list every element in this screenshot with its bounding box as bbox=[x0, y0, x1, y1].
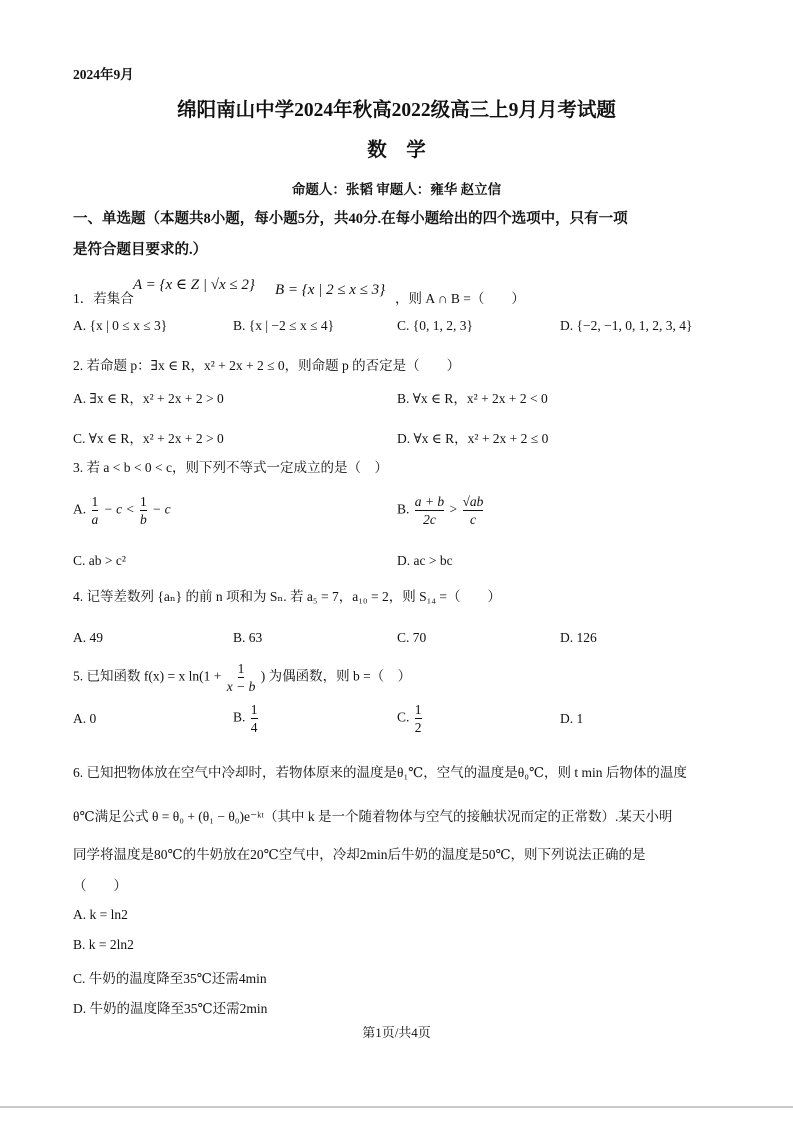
option-d: D. 牛奶的温度降至35℃还需2min bbox=[73, 1001, 268, 1016]
option-text: > bbox=[449, 501, 458, 517]
question-6-line4: （ ） bbox=[73, 878, 127, 893]
option-b: B. k = 2ln2 bbox=[73, 937, 134, 952]
stem-suffix: ) 为偶函数，则 b =（ ） bbox=[260, 668, 412, 684]
option-c: C. ab > c² bbox=[73, 553, 126, 568]
set-a: A = {x ∈ Z | √x ≤ 2} bbox=[133, 277, 255, 293]
fraction-denominator: x − b bbox=[226, 679, 256, 694]
question-2-stem: 2. 若命题 p：∃x ∈ R，x² + 2x + 2 ≤ 0，则命题 p 的否定是（ ） bbox=[73, 358, 461, 373]
option-text: − c < bbox=[103, 501, 135, 517]
section-heading-line1: 一、单选题（本题共8小题，每小题5分，共40分.在每小题给出的四个选项中，只有一项 bbox=[73, 211, 628, 227]
fraction bbox=[140, 493, 147, 528]
option-d: D. ac > bc bbox=[397, 553, 453, 568]
fraction-denominator: a bbox=[91, 512, 99, 527]
option-b: B. 63 bbox=[233, 630, 263, 645]
exam-title: 绵阳南山中学2024年秋高2022级高三上9月月考试题 bbox=[177, 100, 616, 121]
option-a: A. 0 bbox=[73, 711, 97, 726]
fraction-denominator: b bbox=[139, 512, 147, 527]
option-a: A. ∃x ∈ R，x² + 2x + 2 > 0 bbox=[73, 391, 224, 406]
question-6-line2: θ℃满足公式 θ = θ₀ + (θ₁ − θ₀)e⁻ᵏᵗ（其中 k 是一个随着物体与空气的接触状况而定的正常数）.某天小明 bbox=[73, 809, 673, 824]
stem-prefix: 5. 已知函数 f(x) = x ln(1 + bbox=[73, 668, 222, 684]
option-a: A. k = ln2 bbox=[73, 907, 128, 922]
fraction-denominator: 2c bbox=[423, 512, 436, 527]
authors-line: 命题人：张韬 审题人：雍华 赵立信 bbox=[291, 182, 502, 197]
option-c: C. 70 bbox=[397, 630, 427, 645]
fraction-denominator: 2 bbox=[414, 720, 422, 735]
question-6-line3: 同学将温度是80℃的牛奶放在20℃空气中，冷却2min后牛奶的温度是50℃，则下列说法正确的是 bbox=[73, 847, 646, 862]
option-d: D. ∀x ∈ R，x² + 2x + 2 ≤ 0 bbox=[397, 431, 549, 446]
fraction-numerator: √ab bbox=[462, 494, 484, 509]
fraction bbox=[415, 701, 422, 736]
bottom-divider bbox=[0, 1106, 793, 1108]
fraction bbox=[415, 493, 444, 528]
fraction-denominator: c bbox=[469, 512, 476, 527]
subject-title: 数 学 bbox=[367, 140, 426, 161]
option-text: − c bbox=[152, 501, 171, 517]
option-d: D. 126 bbox=[560, 630, 597, 645]
header-date: 2024年9月 bbox=[73, 67, 134, 82]
question-1-prefix: 1．若集合 bbox=[73, 291, 134, 306]
option-b: B. {x | −2 ≤ x ≤ 4} bbox=[233, 318, 335, 333]
option-c: C. ∀x ∈ R，x² + 2x + 2 > 0 bbox=[73, 431, 224, 446]
fraction bbox=[227, 660, 256, 695]
question-1-suffix: ，则 A ∩ B =（ ） bbox=[395, 291, 525, 306]
fraction-numerator: a + b bbox=[414, 494, 445, 509]
section-heading-line2: 是符合题目要求的.） bbox=[73, 242, 208, 258]
option-b: B. ∀x ∈ R，x² + 2x + 2 < 0 bbox=[397, 391, 548, 406]
set-b: B = {x | 2 ≤ x ≤ 3} bbox=[275, 282, 386, 298]
fraction bbox=[463, 493, 484, 528]
fraction-numerator: 1 bbox=[237, 661, 245, 676]
fraction-numerator: 1 bbox=[139, 494, 147, 509]
question-5-stem bbox=[73, 660, 411, 695]
fraction-numerator: 1 bbox=[91, 494, 99, 509]
option-c: C. 牛奶的温度降至35℃还需4min bbox=[73, 971, 267, 986]
fraction-numerator: 1 bbox=[414, 702, 422, 717]
fraction bbox=[92, 493, 99, 528]
option-a: A. {x | 0 ≤ x ≤ 3} bbox=[73, 318, 168, 333]
question-3-stem: 3. 若 a < b < 0 < c，则下列不等式一定成立的是（ ） bbox=[73, 460, 388, 475]
option-a: A. 49 bbox=[73, 630, 103, 645]
option-b bbox=[397, 493, 485, 528]
option-b bbox=[233, 701, 260, 736]
option-label: C. bbox=[397, 709, 410, 725]
option-c: C. {0, 1, 2, 3} bbox=[397, 318, 473, 333]
option-d: D. 1 bbox=[560, 711, 584, 726]
question-4-stem: 4. 记等差数列 {aₙ} 的前 n 项和为 Sₙ. 若 a₅ = 7，a₁₀ = 2，则 S₁₄ =（ ） bbox=[73, 589, 502, 604]
option-c bbox=[397, 701, 424, 736]
question-6-line1: 6. 已知把物体放在空气中冷却时，若物体原来的温度是θ₁℃，空气的温度是θ₀℃，则 t min 后物体的温度 bbox=[73, 765, 687, 780]
fraction bbox=[251, 701, 258, 736]
option-label: B. bbox=[397, 501, 410, 517]
option-label: B. bbox=[233, 709, 246, 725]
fraction-numerator: 1 bbox=[250, 702, 258, 717]
page-footer: 第1页/共4页 bbox=[362, 1025, 431, 1040]
option-label: A. bbox=[73, 501, 87, 517]
option-d: D. {−2, −1, 0, 1, 2, 3, 4} bbox=[560, 318, 693, 333]
fraction-denominator: 4 bbox=[250, 720, 258, 735]
option-a bbox=[73, 493, 171, 528]
